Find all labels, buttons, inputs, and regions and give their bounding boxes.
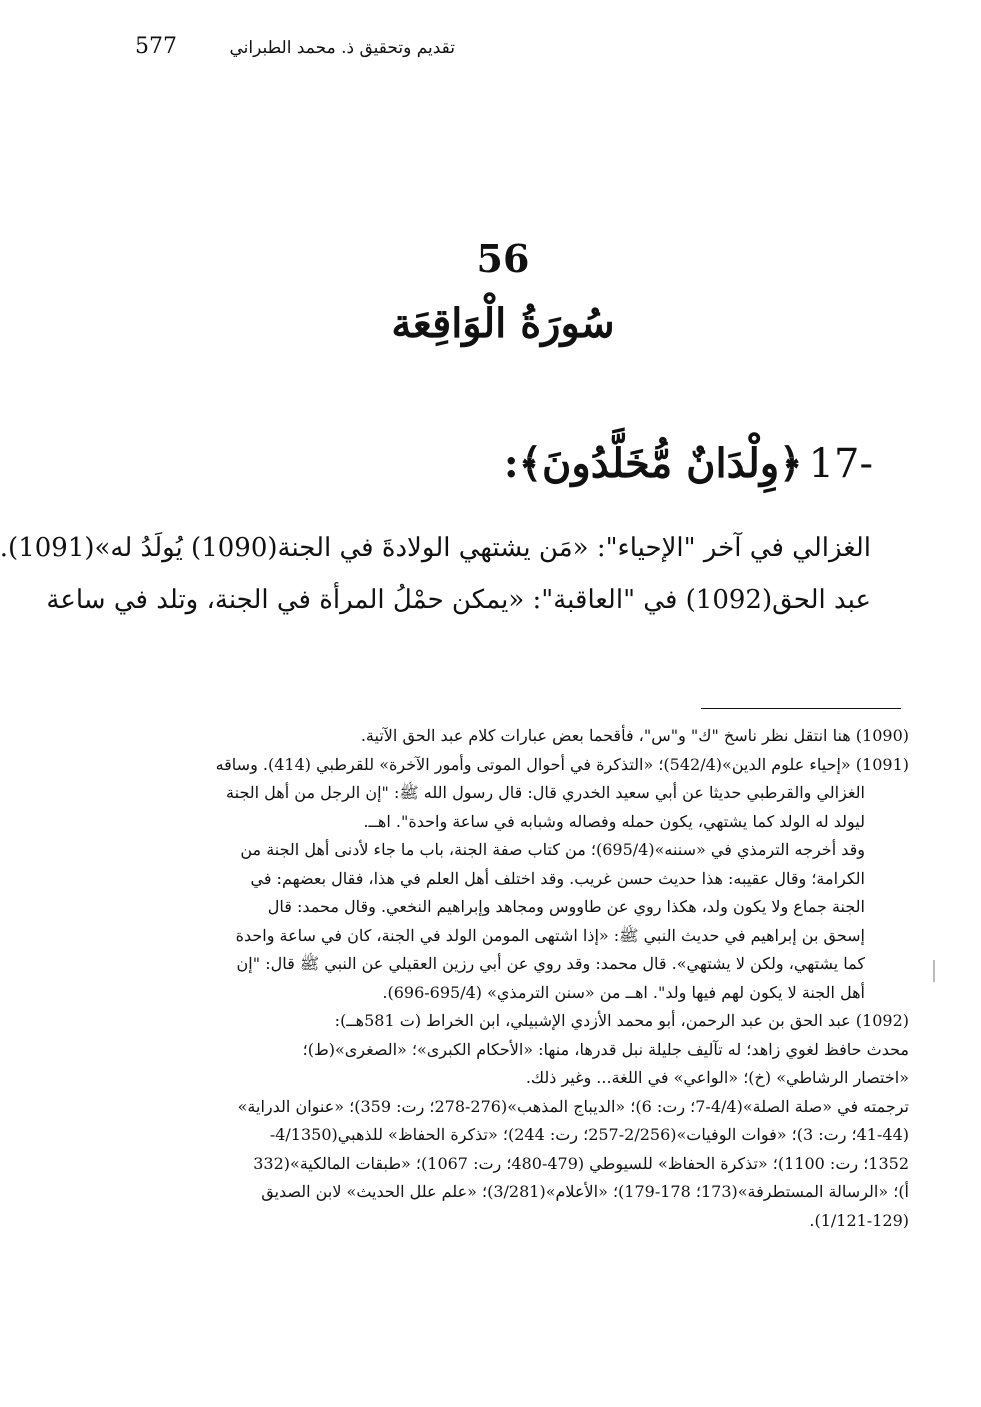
footnote-line: 1352؛ رت: 1100)؛ «تذكرة الحفاظ» للسيوطي (479-480؛ رت: 1067)؛ «طبقات المالكية»(332	[253, 1153, 909, 1173]
footnote-line: ليولد له الولد كما يشتهي، يكون حمله وفصاله وشبابه في ساعة واحدة". اهــ.	[363, 811, 865, 831]
footnote-divider	[701, 708, 901, 709]
footnote-line: أهل الجنة لا يكون لهم فيها ولد". اهــ من «سنن الترمذي» (695/4-696).	[382, 982, 865, 1002]
surah-title: سُورَةُ الْوَاقِعَة	[391, 300, 615, 347]
footnote-line: (1091) «إحياء علوم الدين»(542/4)؛ «التذكرة في أحوال الموتى وأمور الآخرة» للقرطبي (414). وساقه	[215, 754, 909, 774]
footnote-line: ترجمته في «صلة الصلة»(4/4-7؛ رت: 6)؛ «الديباج المذهب»(276-278؛ رت: 359)؛ «عنوان الدراية»	[237, 1096, 909, 1116]
footnote-line: الكرامة؛ وقال عقيبه: هذا حديث حسن غريب. وقد اختلف أهل العلم في هذا، فقال بعضهم: في	[250, 868, 865, 888]
footnote-line: إسحق بن إبراهيم في حديث النبي ﷺ: «إذا اشتهى المومن الولد في الجنة، كان في ساعة واحدة	[235, 925, 865, 945]
footnote-line: الغزالي والقرطبي حديثا عن أبي سعيد الخدري قال: قال رسول الله ﷺ: "إن الرجل من أهل الجنة	[226, 783, 865, 802]
margin-mark	[933, 960, 935, 982]
footnote-line: أ)؛ «الرسالة المستطرفة»(173؛ 178-179)؛ «الأعلام»(3/281)؛ «علم علل الحديث» لابن الصديق	[261, 1182, 909, 1201]
footnote-line: محدث حافظ لغوي زاهد؛ له تآليف جليلة نبل قدرها، منها: «الأحكام الكبرى»؛ «الصغرى»(ط)؛	[302, 1039, 909, 1059]
footnote-line: وقد أخرجه الترمذي في «سننه»(695/4)؛ من كتاب صفة الجنة، باب ما جاء لأدنى أهل الجنة من	[240, 840, 865, 859]
running-header	[135, 34, 455, 59]
page-number: 577	[135, 34, 177, 59]
footnote-line: الجنة جماع ولا يكون ولد، هكذا روي عن طاووس ومجاهد وإبراهيم النخعي. وقال محمد: قال	[267, 897, 865, 916]
footnote-line: (1092) عبد الحق بن عبد الرحمن، أبو محمد الأزدي الإشبيلي، ابن الخراط (ت 581هــ):	[334, 1011, 909, 1030]
chapter-number: 56	[476, 236, 530, 281]
footnote-line: كما يشتهي، ولكن لا يشتهي». قال محمد: وقد روي عن أبي رزين العقيلي عن النبي ﷺ قال: "إن	[236, 954, 865, 973]
verse-text: ﴿وِلْدَانٌ مُّخَلَّدُونَ﴾:	[503, 440, 803, 487]
footnote-line: «اختصار الرشاطي» (خ)؛ «الواعي» في اللغة... وغير ذلك.	[525, 1068, 909, 1087]
main-text	[0, 522, 871, 626]
running-title: تقديم وتحقيق ذ. محمد الطبراني	[229, 38, 455, 58]
footnote-line: (1090) هنا انتقل نظر ناسخ "ك" و"س"، فأقحما بعض عبارات كلام عبد الحق الآتية.	[360, 726, 909, 745]
footnote-line: (1/121-129).	[809, 1210, 909, 1230]
main-line: الغزالي في آخر "الإحياء": «مَن يشتهي الولادةَ في الجنة(1090) يُولَدُ له»(1091).	[0, 533, 871, 563]
footnote-line: (41-44؛ رت: 3)؛ «فوات الوفيات»(2/256-257؛ رت: 244)؛ «تذكرة الحفاظ» للذهبي(4/1350-	[269, 1125, 909, 1144]
main-line: عبد الحق(1092) في "العاقبة": «يمكن حمْلُ المرأة في الجنة، وتلد في ساعة	[46, 585, 871, 615]
verse-number: 17-	[808, 441, 873, 487]
footnotes	[95, 722, 909, 1235]
verse-heading	[504, 440, 873, 487]
